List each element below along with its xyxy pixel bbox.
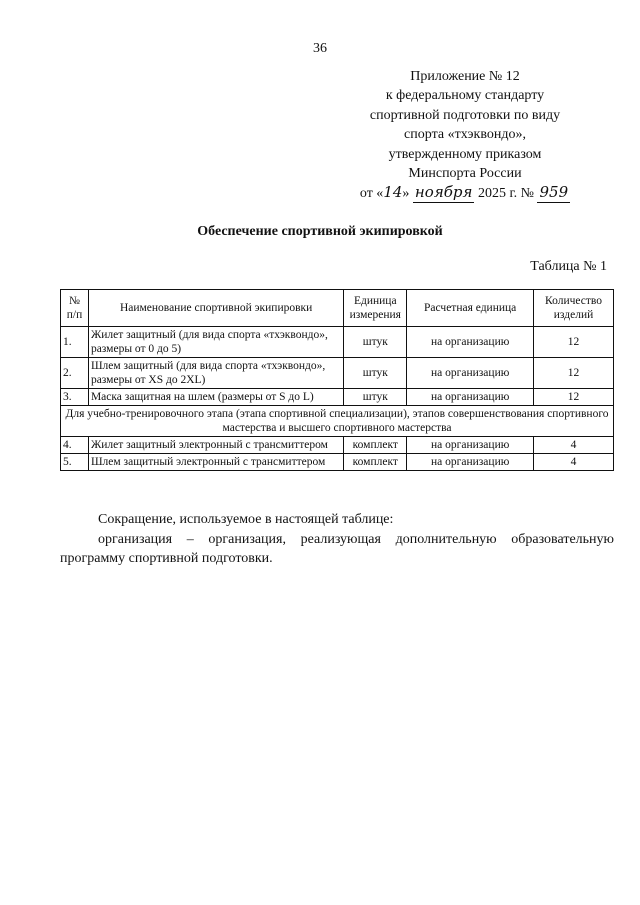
row-num: 2. (61, 358, 89, 389)
row-name: Маска защитная на шлем (размеры от S до L) (88, 389, 343, 406)
date-year: 2025 г. № (477, 186, 534, 202)
header-qty: Количество изделий (534, 290, 614, 327)
appendix-line: утвержденному приказом (388, 146, 542, 162)
table-row (61, 327, 614, 358)
table-row (61, 389, 614, 406)
row-num: 5. (61, 454, 89, 471)
row-name: Шлем защитный (для вида спорта «тхэквондо», размеры от XS до 2XL) (88, 358, 343, 389)
row-qty: 12 (534, 389, 614, 406)
notes-heading: Сокращение, используемое в настоящей таблице: (98, 512, 394, 527)
appendix-line: Приложение № 12 (410, 69, 520, 84)
table-header-row (61, 290, 614, 327)
row-name: Жилет защитный электронный с трансмиттером (88, 437, 343, 454)
date-month: ноября (414, 183, 473, 202)
table-row (61, 437, 614, 454)
appendix-line: спортивной подготовки по виду (369, 107, 561, 123)
header-name: Наименование спортивной экипировки (88, 290, 343, 327)
row-unit: комплект (344, 454, 407, 471)
row-calc: на организацию (407, 327, 534, 358)
appendix-line: спорта «тхэквондо», (404, 127, 526, 143)
table-row (61, 358, 614, 389)
order-number: 959 (539, 183, 569, 202)
row-num: 4. (61, 437, 89, 454)
section-label: Для учебно-тренировочного этапа (этапа спортивной специализации), этапов совершенствования спортивного мастерства и высшего спортивного мастерства (61, 406, 614, 437)
header-num: № п/п (61, 290, 89, 327)
row-num: 3. (61, 389, 89, 406)
notes-block (60, 510, 614, 569)
row-calc: на организацию (407, 437, 534, 454)
notes-text: организация – организация, реализующая дополнительную образовательную программу спортивной подготовки. (60, 531, 614, 566)
equipment-table (60, 289, 614, 471)
header-unit: Единица измерения (344, 290, 407, 327)
row-unit: штук (344, 358, 407, 389)
date-day: 14 (383, 183, 403, 202)
row-qty: 12 (534, 327, 614, 358)
row-unit: комплект (344, 437, 407, 454)
table-label: Таблица № 1 (530, 259, 607, 274)
header-calc: Расчетная единица (407, 290, 534, 327)
row-unit: штук (344, 389, 407, 406)
date-mid: » (402, 186, 410, 202)
appendix-block (330, 67, 600, 204)
page-title: Обеспечение спортивной экипировкой (197, 224, 443, 239)
row-name: Шлем защитный электронный с трансмиттером (88, 454, 343, 471)
row-name: Жилет защитный (для вида спорта «тхэквондо», размеры от 0 до 5) (88, 327, 343, 358)
page-number: 36 (313, 41, 327, 56)
row-calc: на организацию (407, 358, 534, 389)
appendix-line: к федеральному стандарту (385, 88, 545, 104)
row-unit: штук (344, 327, 407, 358)
table-row (61, 454, 614, 471)
row-qty: 12 (534, 358, 614, 389)
appendix-line: Минспорта России (408, 166, 522, 182)
row-calc: на организацию (407, 389, 534, 406)
row-qty: 4 (534, 454, 614, 471)
row-qty: 4 (534, 437, 614, 454)
section-row (61, 406, 614, 437)
row-calc: на организацию (407, 454, 534, 471)
date-prefix: от « (359, 186, 384, 202)
row-num: 1. (61, 327, 89, 358)
order-date-line (330, 183, 600, 203)
